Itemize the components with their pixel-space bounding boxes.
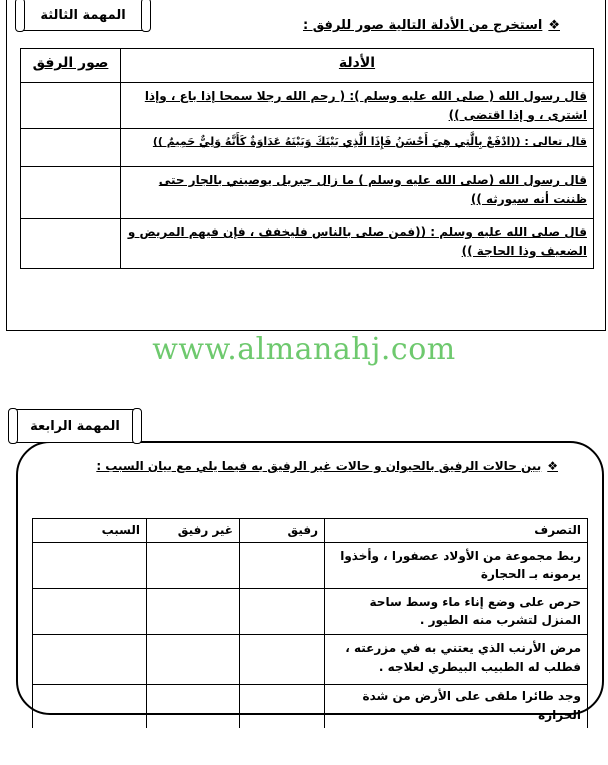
table-row: [21, 167, 594, 219]
task4-title: المهمة الرابعة: [30, 418, 120, 434]
unkind-cell[interactable]: [147, 588, 240, 634]
table-row: [33, 542, 588, 588]
bullet-icon: ❖: [547, 459, 558, 473]
action-cell: وجد طائرا ملقى على الأرض من شدة الحرارة: [325, 684, 588, 728]
evidence-cell: قال تعالى : ((ادْفَعْ بِالَّتِي هِيَ أَحْسَنُ فَإِذَا الَّذِي بَيْنَكَ وَبَيْنَهُ عَدَاوَةٌ كَأَنَّهُ وَلِيٌّ حَمِيمٌ )): [121, 129, 594, 167]
table-row: [33, 684, 588, 728]
action-cell: مرض الأرنب الذي يعتني به في مزرعته ، فطلب له الطبيب البيطري لعلاجه .: [325, 634, 588, 684]
task3-instruction-text: استخرج من الأدلة التالية صور للرفق :: [302, 18, 543, 33]
kind-cell[interactable]: [240, 542, 325, 588]
col-evidence-header: الأدلة: [121, 49, 594, 83]
task4-instruction-text: بين حالات الرفيق بالحيوان و حالات غير الرفيق به فيما يلي مع بيان السبب :: [96, 459, 542, 473]
scroll-left-decoration: [8, 408, 18, 444]
table-row: [33, 634, 588, 684]
reason-cell[interactable]: [33, 634, 147, 684]
col-kind-header: رفيق: [240, 519, 325, 543]
unkind-cell[interactable]: [147, 634, 240, 684]
bullet-icon: ❖: [548, 18, 560, 33]
task4-tab: [14, 409, 136, 443]
table-row: [33, 588, 588, 634]
col-images-header: صور الرفق: [21, 49, 121, 83]
scroll-right-decoration: [141, 0, 151, 32]
col-action-header: التصرف: [325, 519, 588, 543]
answer-cell[interactable]: [21, 129, 121, 167]
watermark: www.almanahj.com: [152, 332, 456, 367]
scroll-right-decoration: [132, 408, 142, 444]
unkind-cell[interactable]: [147, 684, 240, 728]
answer-cell[interactable]: [21, 83, 121, 129]
col-unkind-header: غير رفيق: [147, 519, 240, 543]
task4-header-row: [33, 519, 588, 543]
evidence-cell: قال رسول الله ( صلى الله عليه وسلم ): ( رحم الله رجلا سمحا إذا باع ، وإذا اشترى ، و إذا اقتضى )): [121, 83, 594, 129]
kind-cell[interactable]: [240, 588, 325, 634]
kind-cell[interactable]: [240, 684, 325, 728]
task4-instruction: [96, 459, 558, 473]
task3-header-row: [21, 49, 594, 83]
task3-title: المهمة الثالثة: [40, 7, 126, 23]
task3-table: [20, 48, 594, 269]
action-cell: ربط مجموعة من الأولاد عصفورا ، وأخذوا يرمونه بـ الحجارة: [325, 542, 588, 588]
kind-cell[interactable]: [240, 634, 325, 684]
task3-instruction: [303, 18, 560, 33]
col-reason-header: السبب: [33, 519, 147, 543]
reason-cell[interactable]: [33, 542, 147, 588]
reason-cell[interactable]: [33, 684, 147, 728]
action-cell: حرص على وضع إناء ماء وسط ساحة المنزل لتشرب منه الطيور .: [325, 588, 588, 634]
task3-tab: [20, 0, 146, 31]
reason-cell[interactable]: [33, 588, 147, 634]
evidence-cell: قال رسول الله (صلى الله عليه وسلم ) ما زال جبريل يوصيني بالجار حتى ظننت أنه سيورثه )): [121, 167, 594, 219]
table-row: [21, 219, 594, 269]
task4-table: [32, 518, 588, 728]
answer-cell[interactable]: [21, 219, 121, 269]
table-row: [21, 83, 594, 129]
table-row: [21, 129, 594, 167]
unkind-cell[interactable]: [147, 542, 240, 588]
evidence-cell: قال صلى الله عليه وسلم : ((فمن صلى بالناس فليخفف ، فإن فيهم المريض و الضعيف وذا الحاجة )): [121, 219, 594, 269]
scroll-left-decoration: [15, 0, 25, 32]
answer-cell[interactable]: [21, 167, 121, 219]
